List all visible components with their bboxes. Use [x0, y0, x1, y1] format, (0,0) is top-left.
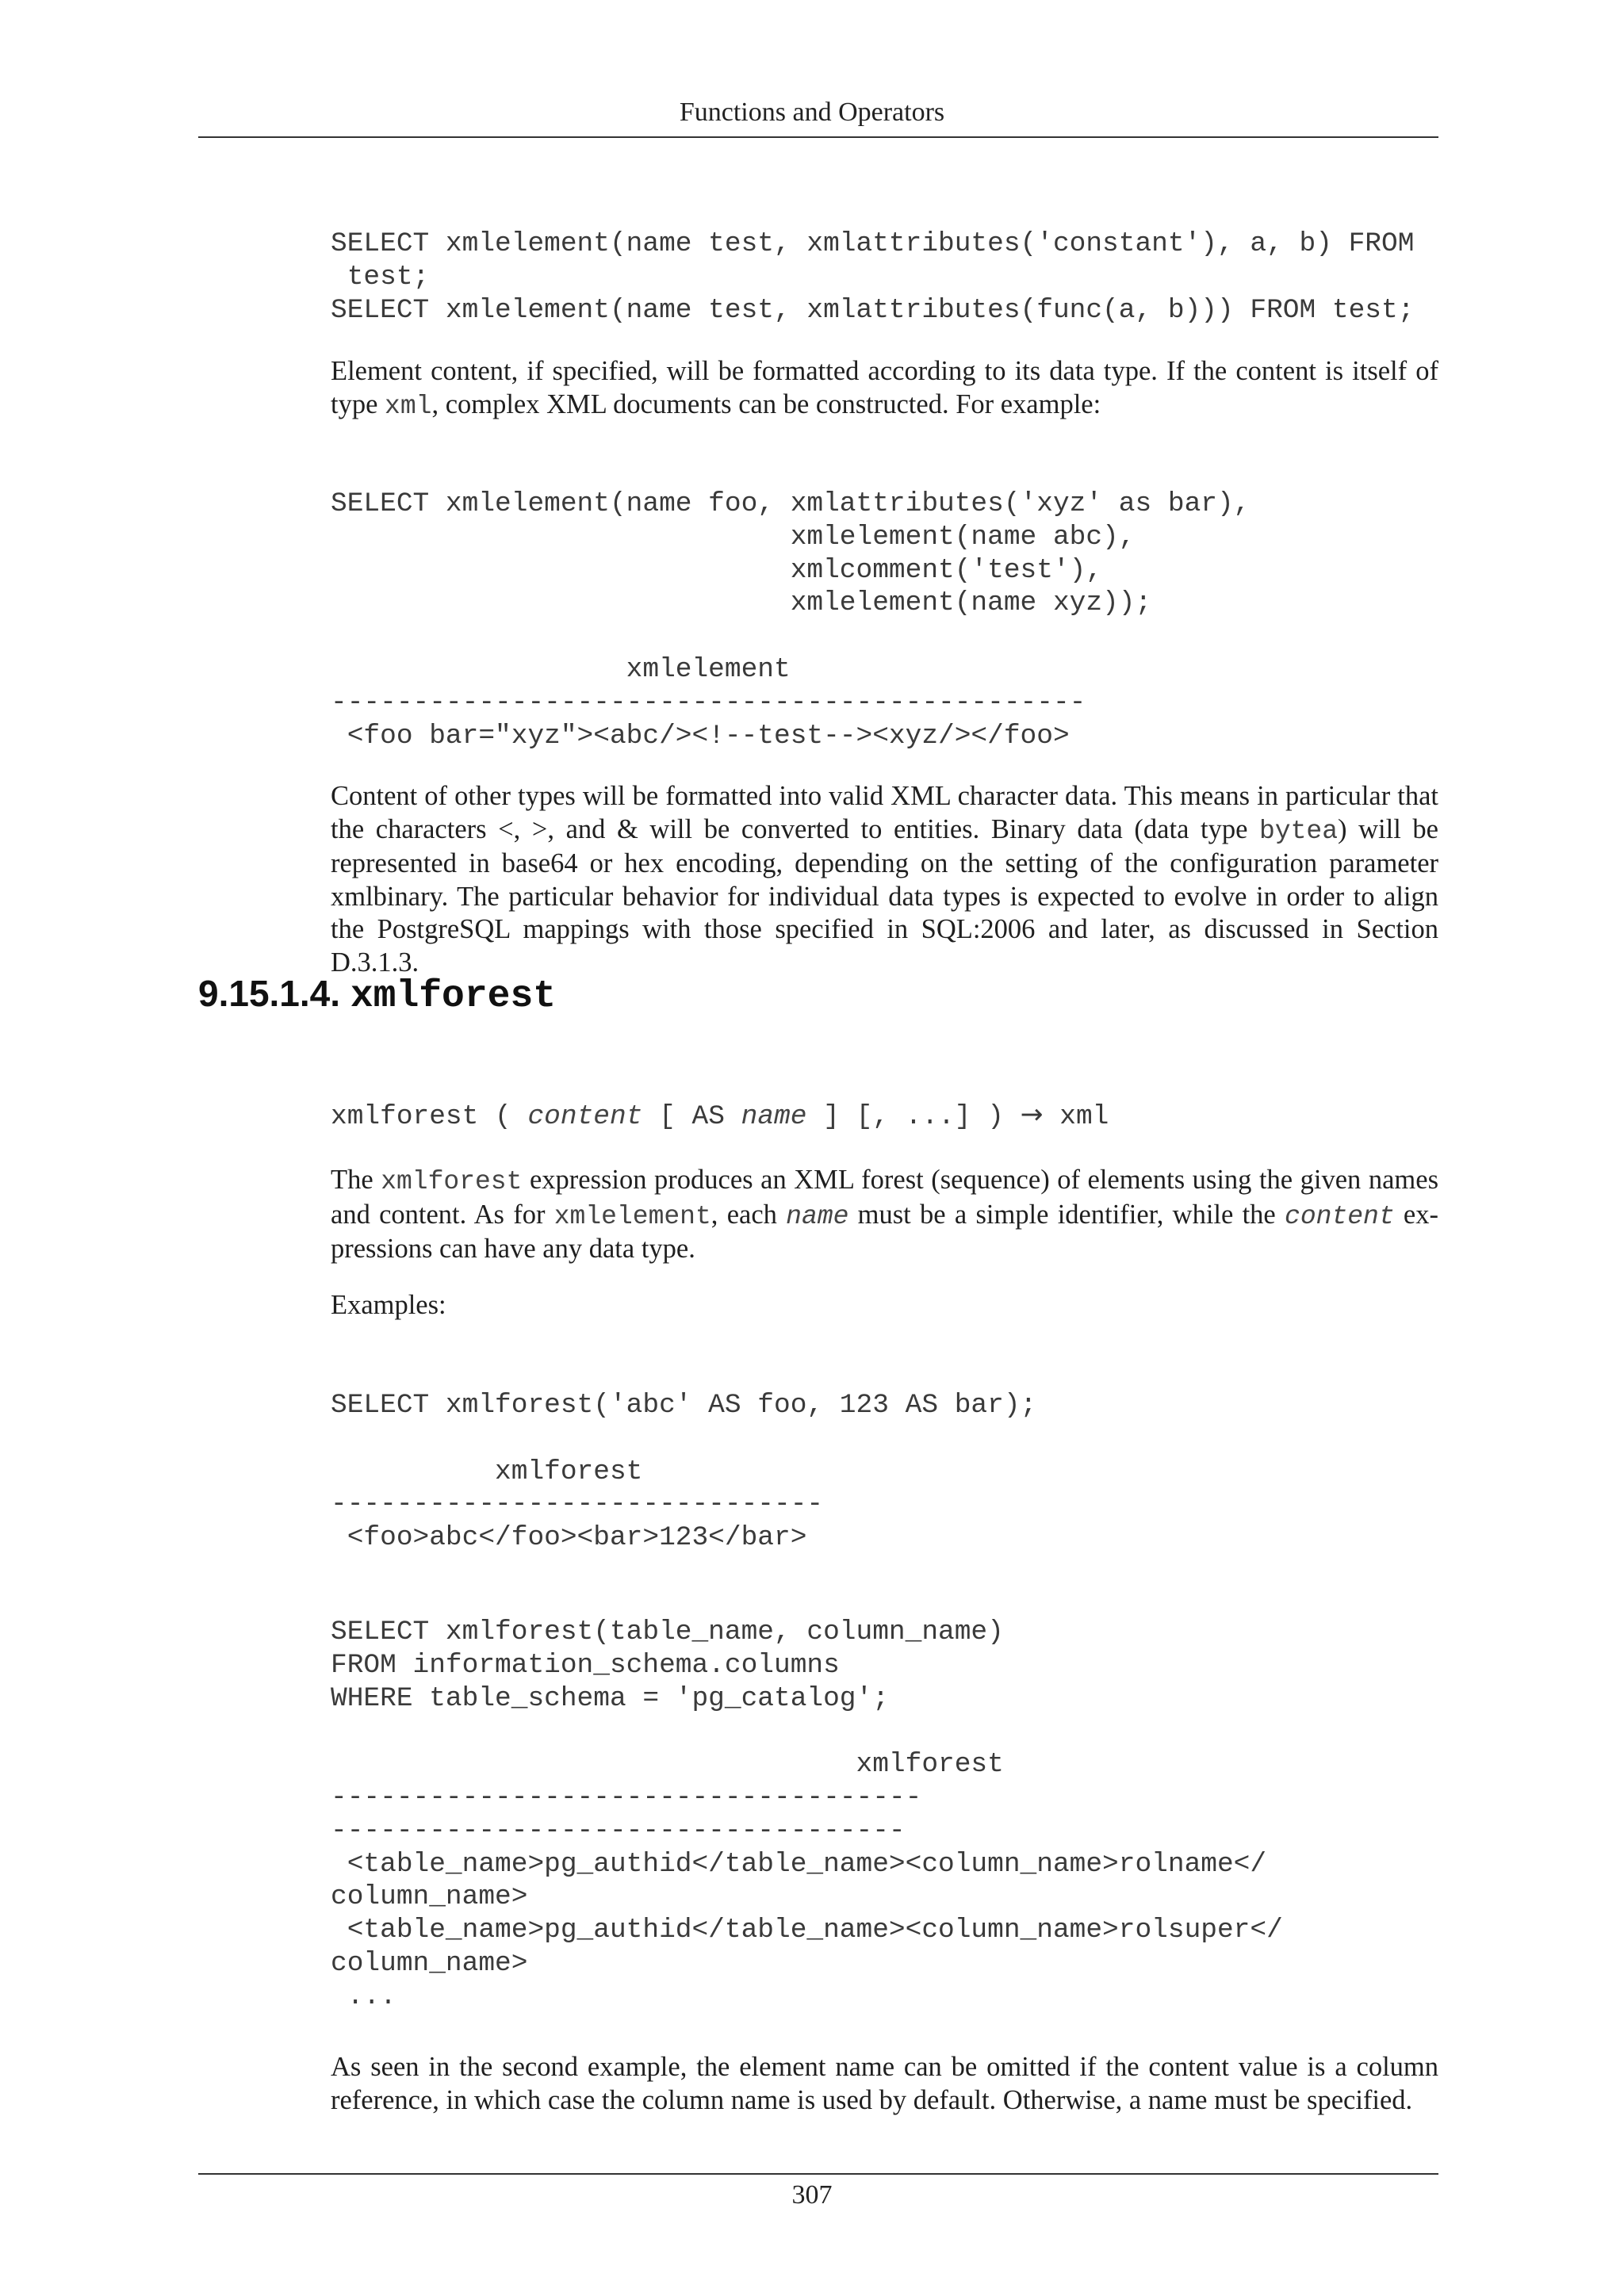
code-block-xmlattributes: SELECT xmlelement(name test, xmlattributes('constant'), a, b) FROM test; SELECT xmlelement(name test, xmlattributes(func(a, b))) FROM test; [331, 228, 1415, 326]
paragraph-text: must be a simple identifier, while the [848, 1199, 1285, 1230]
footer-rule [198, 2173, 1438, 2175]
paragraph-text: , each [710, 1199, 787, 1230]
paragraph-content-types [331, 780, 1438, 979]
synopsis-text: [ AS [642, 1101, 741, 1132]
function-synopsis [331, 1099, 1438, 1134]
inline-code: name [786, 1201, 849, 1231]
inline-code: xml [385, 391, 432, 421]
running-header: Functions and Operators [679, 98, 945, 127]
inline-code: xmlelement [553, 1201, 711, 1231]
synopsis-param-content: content [527, 1101, 643, 1132]
section-heading [198, 971, 556, 1019]
page-number: 307 [791, 2180, 833, 2210]
inline-code: xmlforest [381, 1167, 523, 1196]
inline-code: bytea [1259, 816, 1339, 846]
section-function-name: xmlforest [350, 975, 557, 1018]
paragraph-text: ) will be represented in base64 or hex encoding, depending on the setting of the configuration parameter xmlbinary. The particular behavior for individual data types is expected to evolve in order to align the PostgreSQL mappings with those specified in SQL:2006 and later, as discussed in Section D.3.1.3. [331, 813, 1438, 978]
paragraph-text: Element content, if specified, will be formatted according to its data type. If the content is itself of type [331, 356, 1438, 419]
paragraph-xmlforest-description [331, 1164, 1438, 1266]
synopsis-return-type: xml [1043, 1101, 1109, 1132]
code-block-xmlforest-example-1: SELECT xmlforest('abc' AS foo, 123 AS bar); xmlforest ------------------------------ <foo>abc</foo><bar>123</bar> [331, 1390, 1037, 1554]
arrow-icon: → [1020, 1099, 1044, 1131]
code-block-xmlforest-example-2: SELECT xmlforest(table_name, column_name) FROM information_schema.columns WHERE table_schema = 'pg_catalog'; xmlforest ------------------------------------ ----------------------------------- <table_name>pg_authid</table_name><column_name>rolname</ column_name> <table_name>pg_authid</table_name><column_name>rolsuper</ column_name> ... [331, 1617, 1283, 2012]
paragraph-text: expression produces an XML forest (sequence) of elements using the given names and content. As for [331, 1165, 1438, 1230]
code-block-xmlelement-example: SELECT xmlelement(name foo, xmlattributes('xyz' as bar), xmlelement(name abc), xmlcomment('test'), xmlelement(name xyz)); xmlelement ---------------------------------------------- <foo bar="xyz"><abc/><!--test--><xyz/></foo> [331, 488, 1251, 752]
paragraph-element-name-omitted: As seen in the second example, the element name can be omitted if the content value is a column reference, in which case the column name is used by default. Otherwise, a name must be specified. [331, 2052, 1438, 2115]
paragraph-text: Content of other types will be formatted into valid XML character data. This means in particular that the characters <, >, and & will be converted to entities. Binary data (data type [331, 781, 1438, 844]
synopsis-text: ] [, ...] ) [806, 1101, 1021, 1132]
header-rule [198, 136, 1438, 138]
paragraph-examples: Examples: [331, 1290, 446, 1320]
paragraph-text: expressions can have any data type. [331, 1199, 1438, 1264]
synopsis-param-name: name [741, 1101, 807, 1132]
paragraph-text: The [331, 1165, 381, 1195]
paragraph-element-content [331, 355, 1438, 423]
paragraph-text: , complex XML documents can be constructed. For example: [431, 388, 1101, 419]
inline-code: content [1285, 1201, 1395, 1231]
synopsis-function: xmlforest ( [331, 1101, 528, 1132]
section-number: 9.15.1.4. [198, 973, 341, 1014]
